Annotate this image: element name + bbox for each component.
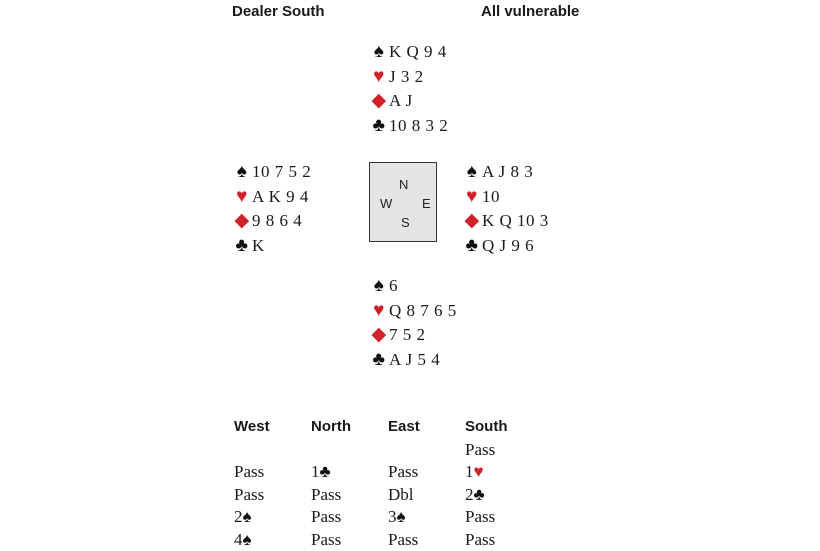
east-clubs-row [462,234,549,259]
bid-text: 2 [465,485,474,504]
north-spades-cards: K Q 9 4 [389,42,447,61]
south-hearts-row [369,299,457,324]
spade-icon: ♠ [232,160,252,185]
heart-icon: ♥ [369,65,389,90]
bid-text: Pass [465,507,495,526]
auction-bid [388,484,465,507]
club-icon: ♣ [462,234,482,259]
bid-text: Pass [465,530,495,549]
bid-text: Pass [234,462,264,481]
auction-bid [234,506,311,529]
club-icon: ♣ [232,234,252,259]
spade-icon: ♠ [397,507,406,526]
diamond-icon: ◆ [462,209,482,234]
bid-text: Pass [465,440,495,459]
heart-icon: ♥ [462,185,482,210]
south-diamonds-row [369,323,457,348]
spade-icon: ♠ [243,507,252,526]
north-hearts-cards: J 3 2 [389,67,424,86]
auction-bid [311,506,388,529]
south-clubs-row [369,348,457,373]
bid-text: 3 [388,507,397,526]
east-clubs-cards: Q J 9 6 [482,236,534,255]
bid-text: Pass [311,485,341,504]
auction-bid [465,529,542,551]
club-icon: ♣ [474,485,485,504]
auction-bid [465,484,542,507]
spade-icon: ♠ [369,40,389,65]
auction-column-header: North [311,416,388,439]
east-diamonds-cards: K Q 10 3 [482,211,549,230]
north-hearts-row [369,65,448,90]
vulnerability-label: All vulnerable [481,3,579,20]
bid-text: Pass [388,462,418,481]
heart-icon: ♥ [474,462,484,481]
bid-text: Dbl [388,485,414,504]
west-spades-row [232,160,311,185]
compass-south: S [401,215,410,230]
bid-text: 1 [311,462,320,481]
heart-icon: ♥ [369,299,389,324]
west-spades-cards: 10 7 5 2 [252,162,311,181]
bid-text: 2 [234,507,243,526]
diamond-icon: ◆ [369,323,389,348]
south-spades-cards: 6 [389,276,398,295]
dealer-label: Dealer South [232,3,325,20]
compass-east: E [422,196,431,211]
north-diamonds-row [369,89,448,114]
west-diamonds-cards: 9 8 6 4 [252,211,302,230]
bid-text: Pass [311,507,341,526]
east-diamonds-row [462,209,549,234]
east-hand [462,160,549,258]
bid-text: Pass [311,530,341,549]
south-spades-row [369,274,457,299]
west-hearts-row [232,185,311,210]
spade-icon: ♠ [462,160,482,185]
compass-table [369,162,437,242]
east-spades-row [462,160,549,185]
south-clubs-cards: A J 5 4 [389,350,440,369]
heart-icon: ♥ [232,185,252,210]
auction-bid [234,529,311,551]
auction-bid [311,439,388,462]
bid-text: 1 [465,462,474,481]
club-icon: ♣ [369,348,389,373]
auction-bid [311,484,388,507]
auction-column-header: South [465,416,542,439]
club-icon: ♣ [369,114,389,139]
auction-column-header: West [234,416,311,439]
auction-bid [465,439,542,462]
west-clubs-row [232,234,311,259]
auction-header-row [234,416,542,439]
north-spades-row [369,40,448,65]
west-clubs-cards: K [252,236,265,255]
bid-text: 4 [234,530,243,549]
west-hearts-cards: A K 9 4 [252,187,309,206]
auction-bid [311,461,388,484]
east-hearts-cards: 10 [482,187,500,206]
south-hand [369,274,457,372]
auction-row [234,484,542,507]
compass-north: N [399,177,408,192]
spade-icon: ♠ [369,274,389,299]
auction-bid [465,461,542,484]
north-diamonds-cards: A J [389,91,413,110]
east-spades-cards: A J 8 3 [482,162,533,181]
club-icon: ♣ [320,462,331,481]
auction-bid [388,529,465,551]
auction-bid [311,529,388,551]
auction-bid [388,461,465,484]
north-clubs-row [369,114,448,139]
south-diamonds-cards: 7 5 2 [389,325,426,344]
north-clubs-cards: 10 8 3 2 [389,116,448,135]
spade-icon: ♠ [243,530,252,549]
auction-bid [388,506,465,529]
auction-bid [234,461,311,484]
auction-row [234,461,542,484]
bid-text: Pass [388,530,418,549]
compass-west: W [380,196,392,211]
auction-table [234,416,542,551]
auction-bid [234,439,311,462]
auction-column-header: East [388,416,465,439]
south-hearts-cards: Q 8 7 6 5 [389,301,457,320]
bid-text: Pass [234,485,264,504]
auction-bid [234,484,311,507]
auction-row [234,439,542,462]
auction-bid [465,506,542,529]
auction-row [234,529,542,551]
west-hand [232,160,311,258]
diamond-icon: ◆ [232,209,252,234]
north-hand [369,40,448,138]
auction-bid [388,439,465,462]
west-diamonds-row [232,209,311,234]
diamond-icon: ◆ [369,89,389,114]
east-hearts-row [462,185,549,210]
auction-row [234,506,542,529]
